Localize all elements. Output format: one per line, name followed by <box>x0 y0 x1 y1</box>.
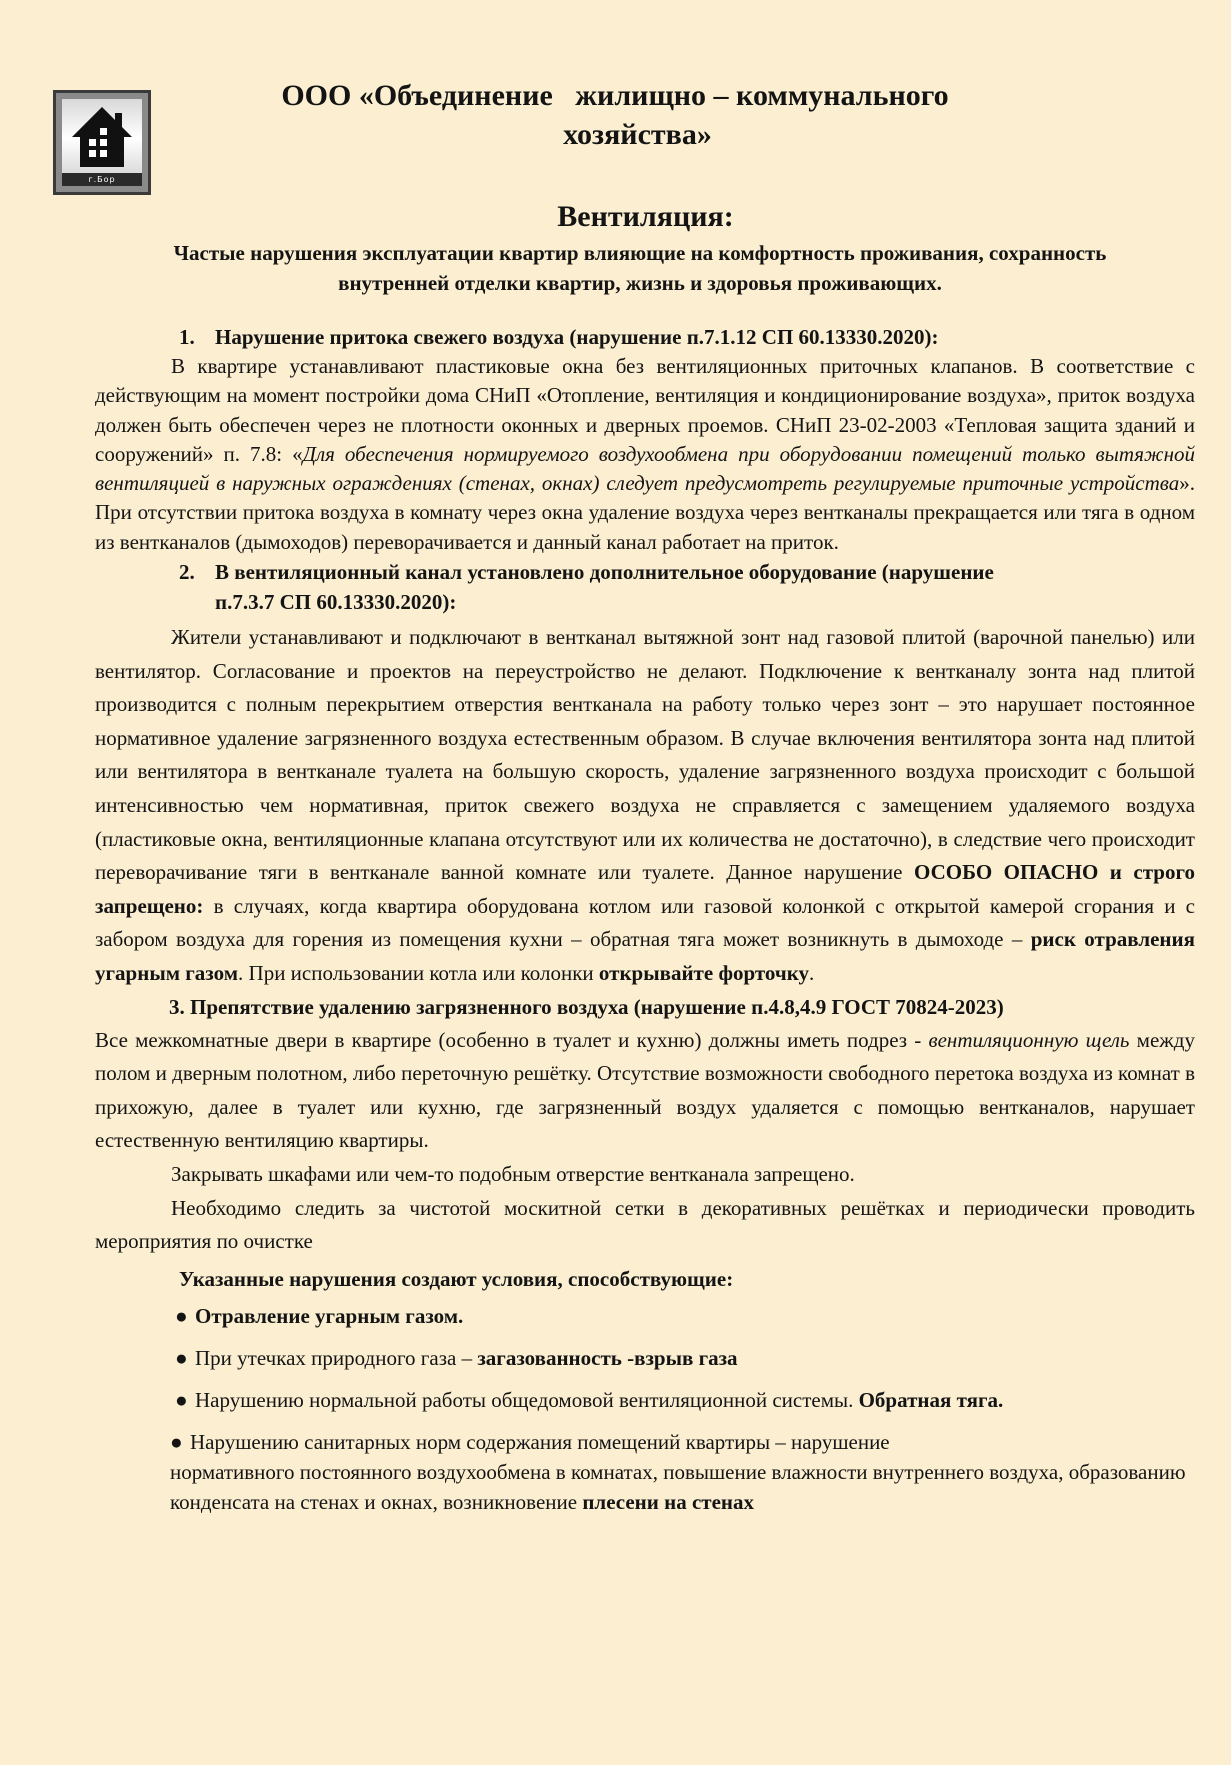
bullet-3-bold: Обратная тяга. <box>858 1387 1004 1412</box>
section-1-text-b: ». При отсутствии притока воздуха в комнату через окна удаление воздуха через вентканалы прекращается или тяга в одном из вентканалов (дымоходов) переворачивается и данный канал работает на приток. <box>95 471 1195 554</box>
section-2-text-b: в случаях, когда квартира оборудована котлом или газовой колонкой с открытой камерой сгорания и с забором воздуха для горения из помещения кухни – обратная тяга может возникнуть в дымоходе – <box>95 893 1195 952</box>
bullet-4-bold: плесени на стенах <box>582 1489 755 1514</box>
summary-bullet-3 <box>95 1385 1195 1415</box>
bullet-3-text: Нарушению нормальной работы общедомовой вентиляционной системы. <box>195 1387 859 1412</box>
section-2-advice: открывайте форточку <box>598 961 810 986</box>
section-2-warning: ОСОБО ОПАСНО и строго запрещено: <box>95 860 1195 918</box>
bullet-icon: ● <box>170 1429 183 1454</box>
section-2-risk: риск отравления угарным газом <box>95 927 1195 986</box>
section-3-para3: Необходимо следить за чистотой москитной сетки в декоративных решётках и периодически проводить мероприятия по очистке <box>95 1195 1195 1254</box>
section-2-text-d: . <box>809 961 815 986</box>
section-3-italic: вентиляционную щель <box>928 1027 1130 1052</box>
section-3-para2: Закрывать шкафами или чем-то подобным отверстие вентканала запрещено. <box>171 1161 855 1186</box>
bullet-2-bold: загазованность -взрыв газа <box>477 1345 738 1370</box>
logo-caption: г.Бор <box>62 173 142 186</box>
section-3-text-b: между полом и дверным полотном, либо переточную решётку. Отсутствие возможности свободного перетока воздуха из комнат в прихожую, далее в туалет или кухню, где загрязненный воздух удаляется с помощью вентканалов, нарушает естественную вентиляцию квартиры. <box>95 1027 1195 1153</box>
section-1-number: 1. <box>179 325 195 349</box>
section-1-heading-text: Нарушение притока свежего воздуха (нарушение п.7.1.12 СП 60.13330.2020): <box>215 325 939 349</box>
org-name-line1: ООО «Объединение жилищно – коммунального <box>281 79 949 112</box>
section-2-text-c: . При использовании котла или колонки <box>238 961 599 986</box>
bullet-1-text: Отравление угарным газом. <box>195 1303 464 1328</box>
bullet-icon: ● <box>175 1345 188 1370</box>
document-title: Вентиляция: <box>557 200 734 233</box>
bullet-4-rest <box>170 1457 1195 1517</box>
summary-heading: Указанные нарушения создают условия, способствующие: <box>179 1266 734 1291</box>
document-subtitle: Частые нарушения эксплуатации квартир влияющие на комфортность проживания, сохранность внутренней отделки квартир, жизнь и здоровья проживающих. <box>173 241 1107 295</box>
section-2-heading-text: В вентиляционный канал установлено дополнительное оборудование (нарушение <box>215 560 994 585</box>
bullet-4-line1: Нарушению санитарных норм содержания помещений квартиры – нарушение <box>190 1429 890 1454</box>
section-1-heading <box>95 322 1195 352</box>
section-1-text <box>95 352 1195 557</box>
company-logo <box>53 90 151 195</box>
section-2-heading <box>95 557 1195 617</box>
bullet-icon: ● <box>175 1387 188 1412</box>
section-3-text <box>95 1024 1195 1158</box>
document-body <box>95 322 1195 1517</box>
section-2-number: 2. <box>179 560 195 585</box>
section-2-text-a: Жители устанавливают и подключают в вентканал вытяжной зонт над газовой плитой (варочной панелью) или вентилятор. Согласование и проектов на переустройство не делают. Подключение к вентканалу зонта над плитой производится с полным перекрытием отверстия вентканала на работу только через зонт – это нарушает постоянное нормативное удаление загрязненного воздуха естественным образом. В случае включения вентилятора зонта над плитой или вентилятора в вентканале туалета на большую скорость, удаление загрязненного воздуха происходит с большой интенсивностью чем нормативная, приток свежего воздуха не справляется с замещением удаляемого воздуха (пластиковые окна, вентиляционные клапана отсутствуют или их количества не достаточно), в следствие чего происходит переворачивание тяги в вентканале ванной комнате или туалете. Данное нарушение <box>95 625 1195 885</box>
section-1-text-a: В квартире устанавливают пластиковые окна без вентиляционных приточных клапанов. В соответствие с действующим на момент постройки дома СНиП «Отопление, вентиляция и кондиционирование воздуха», приток воздуха должен быть обеспечен через не плотности оконных и дверных проемов. СНиП 23-02-2003 «Тепловая защита зданий и сооружений» п. 7.8: « <box>95 354 1195 466</box>
bullet-4-text: нормативного постоянного воздухообмена в комнатах, повышение влажности внутреннего воздуха, образованию конденсата на стенах и окнах, возникновение <box>170 1459 1186 1514</box>
section-3-text-a: Все межкомнатные двери в квартире (особенно в туалет и кухню) должны иметь подрез - <box>95 1027 929 1052</box>
section-2-text <box>95 621 1195 991</box>
summary-bullet-4 <box>95 1427 1195 1517</box>
bullet-icon: ● <box>175 1303 188 1328</box>
section-1-quote: Для обеспечения нормируемого воздухообмена при оборудовании помещений только вытяжной вентиляцией в наружных ограждениях (стенах, окнах) следует предусмотреть регулируемые приточные устройства <box>95 441 1195 496</box>
org-name-line2: хозяйства» <box>563 118 712 151</box>
summary-bullet-2 <box>95 1343 1195 1373</box>
bullet-2-text: При утечках природного газа – <box>195 1345 478 1370</box>
summary-bullet-1 <box>95 1301 1195 1331</box>
section-3-heading: 3. Препятствие удалению загрязненного воздуха (нарушение п.4.8,4.9 ГОСТ 70824-2023) <box>169 994 1004 1019</box>
organization-name <box>190 76 1040 154</box>
section-2-heading-cont: п.7.3.7 СП 60.13330.2020): <box>215 590 457 615</box>
